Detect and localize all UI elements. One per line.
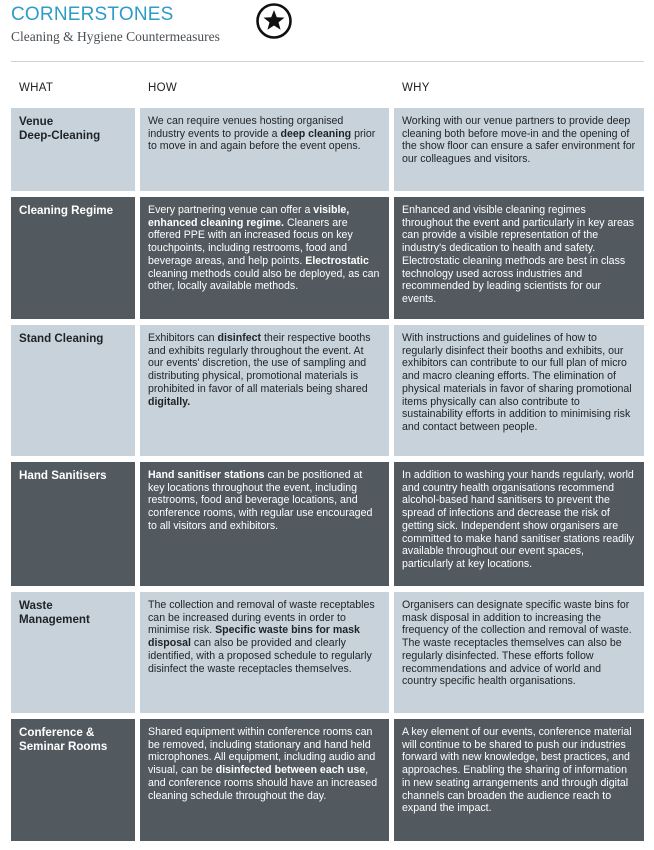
row-1-why-cell: Working with our venue partners to provide deep cleaning both before move-in and the opening of the show floor can ensure a safer environment for our colleagues and visitors. (394, 108, 644, 191)
row-4-how-cell: Hand sanitiser stations can be positioned at key locations throughout the event, including restrooms, food and beverage locations, and conference rooms, with regular use encouraged to all visitors and exhibitors. (140, 462, 389, 586)
row-3-what-cell: Stand Cleaning (11, 325, 135, 456)
row-1-how-cell: We can require venues hosting organised industry events to provide a deep cleaning prior to move in and again before the event opens. (140, 108, 389, 191)
page-subtitle: Cleaning & Hygiene Countermeasures (11, 29, 220, 44)
row-5-how-cell: The collection and removal of waste receptables can be increased during events in order to minimise risk. Specific waste bins for mask disposal can also be provided and clearly identified, with a proposed schedule to regularly disinfect the waste receptacles themselves. (140, 592, 389, 713)
header-divider (11, 61, 644, 62)
row-5-what-cell: Waste Management (11, 592, 135, 713)
row-2-what-cell: Cleaning Regime (11, 197, 135, 319)
row-6-how-cell: Shared equipment within conference rooms can be removed, including stationary and hand held microphones. All equipment, including audio and visual, can be disinfected between each use, and conference rooms should have an increased cleaning schedule throughout the day. (140, 719, 389, 841)
row-2-how-cell: Every partnering venue can offer a visible, enhanced cleaning regime. Cleaners are offered PPE with an increased focus on key touchpoints, including restrooms, food and beverage areas, and help points. Electrostatic cleaning methods could also be deployed, as can other, locally available methods. (140, 197, 389, 319)
row-4-what-cell: Hand Sanitisers (11, 462, 135, 586)
row-2-why-cell: Enhanced and visible cleaning regimes throughout the event and particularly in key areas can provide a visible representation of the industry's dedication to health and safety. Electrostatic cleaning methods are best in class technology used across industries and recommended by leading scientists for our events. (394, 197, 644, 319)
row-5-why-cell: Organisers can designate specific waste bins for mask disposal in addition to increasing the frequency of the collection and removal of waste. The waste receptacles themselves can also be regularly disinfected. These efforts follow recommendations and advice of world and country specific health organisations. (394, 592, 644, 713)
column-header-what: WHAT (19, 82, 54, 94)
star-circle-icon (256, 3, 292, 39)
row-1-what-cell: Venue Deep-Cleaning (11, 108, 135, 191)
brand-title: CORNERSTONES (11, 4, 174, 25)
column-header-how: HOW (148, 82, 178, 94)
column-header-why: WHY (402, 82, 430, 94)
row-4-why-cell: In addition to washing your hands regularly, world and country health organisations recommend alcohol-based hand sanitisers to prevent the spread of infections and decrease the risk of getting sick. Independent show organisers are committed to make hand sanitiser stations readily available throughout our event spaces, particularly at key locations. (394, 462, 644, 586)
row-3-how-cell: Exhibitors can disinfect their respective booths and exhibits regularly throughout the event. At our events' discretion, the use of sampling and distributing physical, promotional materials is prohibited in favor of all materials being shared digitally. (140, 325, 389, 456)
row-6-what-cell: Conference & Seminar Rooms (11, 719, 135, 841)
row-3-why-cell: With instructions and guidelines of how to regularly disinfect their booths and exhibits, our exhibitors can contribute to our full plan of micro and macro cleaning efforts. The elimination of physical materials in favor of sharing promotional items physically can also contribute to sustainability efforts in addition to minimising risk and contact between people. (394, 325, 644, 456)
row-6-why-cell: A key element of our events, conference material will continue to be shared to push our industries forward with new knowledge, best practices, and approaches. Enabling the sharing of information in new seating arrangements and through digital channels can broaden the audience reach to expand the impact. (394, 719, 644, 841)
